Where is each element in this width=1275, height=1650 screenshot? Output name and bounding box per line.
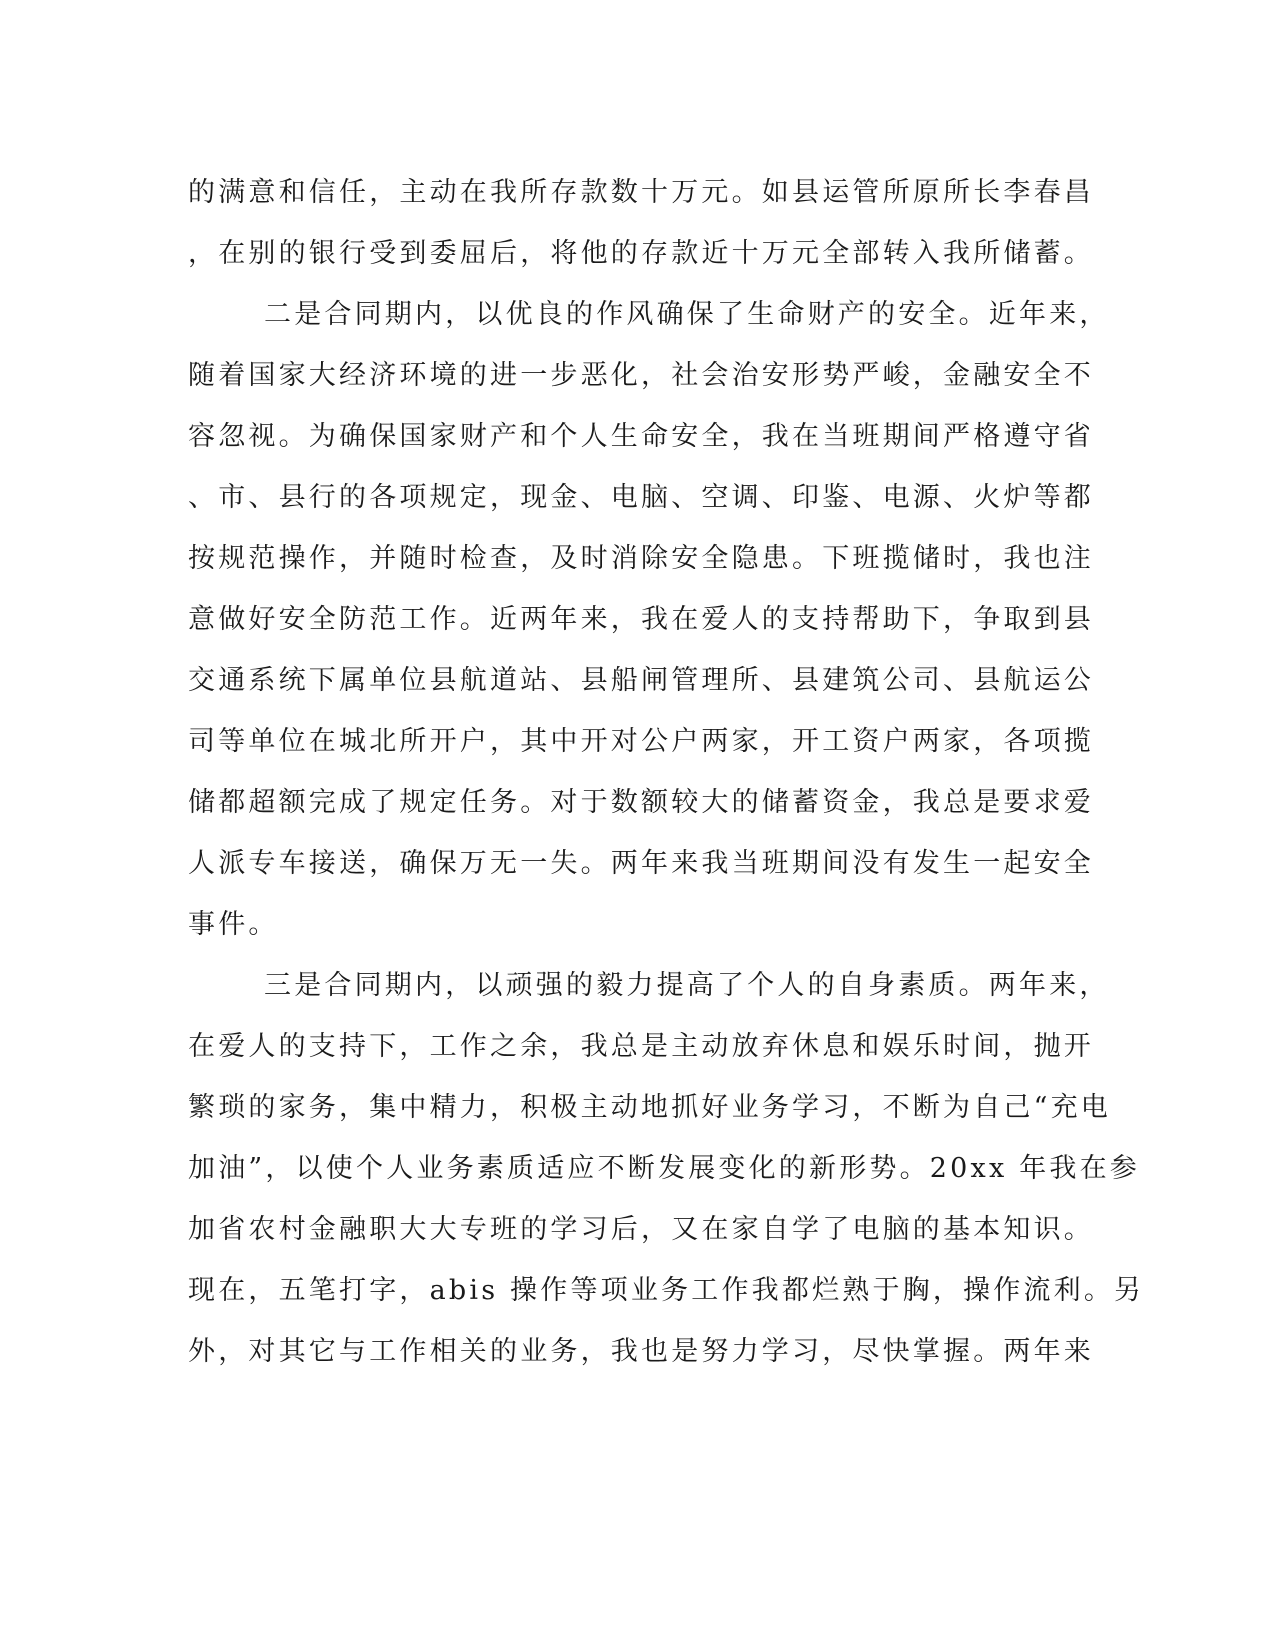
text-line: ，在别的银行受到委屈后，将他的存款近十万元全部转入我所储蓄。 xyxy=(188,238,1094,269)
text-line: 在爱人的支持下，工作之余，我总是主动放弃休息和娱乐时间，抛开 xyxy=(188,1031,1094,1062)
document-body xyxy=(188,162,1145,1382)
text-line: 现在，五笔打字，abis 操作等项业务工作我都烂熟于胸，操作流利。另 xyxy=(188,1275,1145,1306)
text-line: 人派专车接送，确保万无一失。两年来我当班期间没有发生一起安全 xyxy=(188,848,1094,879)
text-line: 事件。 xyxy=(188,909,279,940)
text-line: 按规范操作，并随时检查，及时消除安全隐患。下班揽储时，我也注 xyxy=(188,543,1094,574)
text-line: 的满意和信任，主动在我所存款数十万元。如县运管所原所长李春昌 xyxy=(188,177,1094,208)
text-line: 、市、县行的各项规定，现金、电脑、空调、印鉴、电源、火炉等都 xyxy=(188,482,1094,513)
text-line: 容忽视。为确保国家财产和个人生命安全，我在当班期间严格遵守省 xyxy=(188,421,1094,452)
text-line: 交通系统下属单位县航道站、县船闸管理所、县建筑公司、县航运公 xyxy=(188,665,1094,696)
text-line: 外，对其它与工作相关的业务，我也是努力学习，尽快掌握。两年来 xyxy=(188,1336,1094,1367)
text-line: 繁琐的家务，集中精力，积极主动地抓好业务学习，不断为自己“充电 xyxy=(188,1092,1112,1123)
text-line: 加油”，以使个人业务素质适应不断发展变化的新形势。20xx 年我在参 xyxy=(188,1153,1140,1184)
text-line: 三是合同期内，以顽强的毅力提高了个人的自身素质。两年来， xyxy=(264,970,1110,1001)
text-line: 储都超额完成了规定任务。对于数额较大的储蓄资金，我总是要求爱 xyxy=(188,787,1094,818)
text-line: 司等单位在城北所开户，其中开对公户两家，开工资户两家，各项揽 xyxy=(188,726,1094,757)
text-line: 意做好安全防范工作。近两年来，我在爱人的支持帮助下，争取到县 xyxy=(188,604,1094,635)
text-line: 加省农村金融职大大专班的学习后，又在家自学了电脑的基本知识。 xyxy=(188,1214,1094,1245)
text-line: 二是合同期内，以优良的作风确保了生命财产的安全。近年来， xyxy=(264,299,1110,330)
text-line: 随着国家大经济环境的进一步恶化，社会治安形势严峻，金融安全不 xyxy=(188,360,1094,391)
